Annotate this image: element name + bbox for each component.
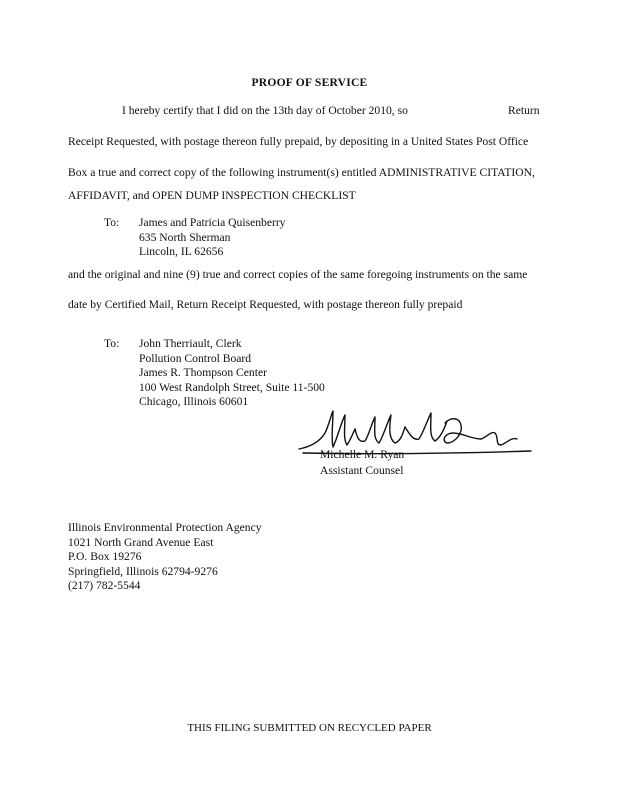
certify-line-3: Box a true and correct copy of the following instrument(s) entitled ADMINISTRATIVE CITATION, xyxy=(68,166,535,179)
certify-line-2: Receipt Requested, with postage thereon fully prepaid, by depositing in a United States Post Office xyxy=(68,135,529,148)
certify-line-4: AFFIDAVIT, and OPEN DUMP INSPECTION CHECKLIST xyxy=(68,189,356,202)
page-title: PROOF OF SERVICE xyxy=(251,76,368,89)
agency-line: Springfield, Illinois 62794-9276 xyxy=(68,564,218,578)
recipient-2-line: Pollution Control Board xyxy=(139,351,252,365)
recipient-1-line: James and Patricia Quisenberry xyxy=(139,216,286,229)
agency-line: Illinois Environmental Protection Agency xyxy=(68,521,262,534)
recipient-1-line: Lincoln, IL 62656 xyxy=(139,245,224,259)
certify-line-1b: Return xyxy=(508,104,540,117)
signer-title: Assistant Counsel xyxy=(320,464,404,477)
agency-line: 1021 North Grand Avenue East xyxy=(68,535,214,549)
agency-address xyxy=(68,521,262,594)
recipient-1-address xyxy=(139,216,285,260)
certify-line-1a: I hereby certify that I did on the 13th day of October 2010, so xyxy=(122,104,408,117)
recipient-2-line: John Therriault, Clerk xyxy=(139,337,242,350)
agency-line: (217) 782-5544 xyxy=(68,579,141,593)
recipient-1-line: 635 North Sherman xyxy=(139,230,231,244)
recipient-2-line: James R. Thompson Center xyxy=(139,366,267,380)
recipient-2-line: 100 West Randolph Street, Suite 11-500 xyxy=(139,380,325,394)
recipient-2-address xyxy=(139,337,325,410)
to-label-1: To: xyxy=(104,216,120,229)
recipient-2-line: Chicago, Illinois 60601 xyxy=(139,395,249,409)
service-line-2: date by Certified Mail, Return Receipt Requested, with postage thereon fully prepaid xyxy=(68,298,463,311)
signer-name: Michelle M. Ryan xyxy=(320,448,405,461)
footer-note: THIS FILING SUBMITTED ON RECYCLED PAPER xyxy=(187,722,432,734)
agency-line: P.O. Box 19276 xyxy=(68,550,142,564)
service-line-1: and the original and nine (9) true and correct copies of the same foregoing instruments on the same xyxy=(68,268,528,281)
to-label-2: To: xyxy=(104,337,120,350)
